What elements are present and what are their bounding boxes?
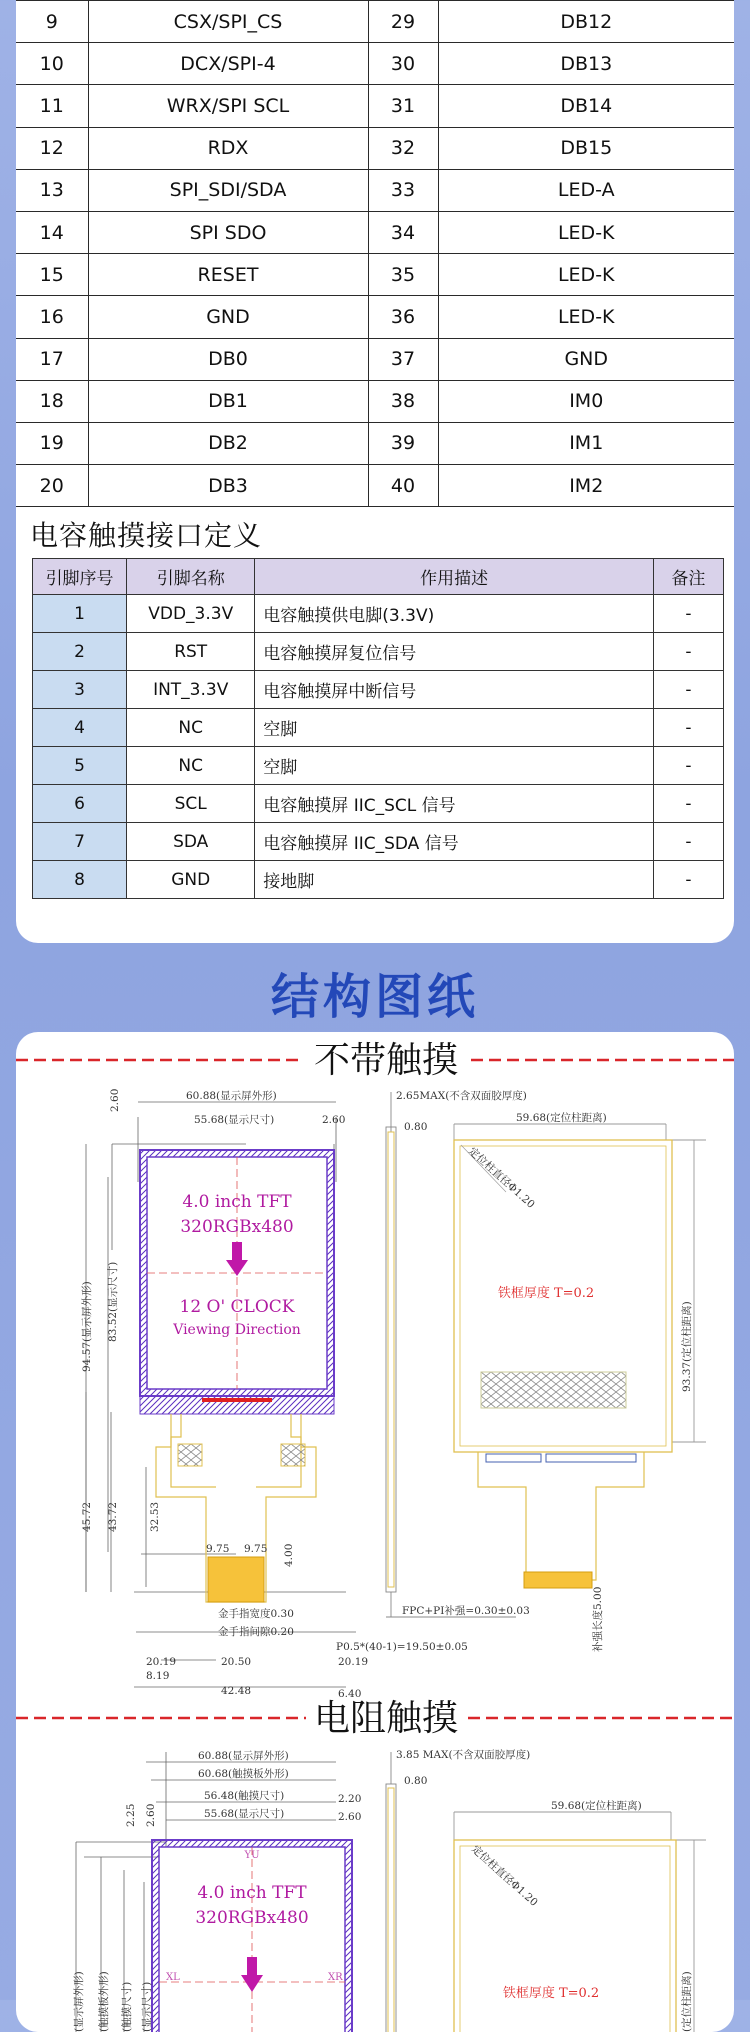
rdim-pin-distance-w: 59.68(定位柱距离) xyxy=(551,1800,642,1812)
dim-4372: 43.72 xyxy=(107,1501,119,1532)
pin-signal: DB0 xyxy=(88,338,368,380)
rdim-260: 2.60 xyxy=(145,1803,157,1827)
pin-row xyxy=(16,465,734,507)
rdim-220: 2.20 xyxy=(338,1793,362,1805)
pin-signal: GND xyxy=(88,296,368,338)
ctp-row xyxy=(33,633,724,671)
pin-row xyxy=(16,127,734,169)
drawing-title-resistive: 电阻触摸 xyxy=(313,1698,459,1739)
rdim-080: 0.80 xyxy=(404,1775,428,1787)
rdim-pin-diameter: 定位柱直径Φ1.20 xyxy=(468,1843,540,1909)
ctp-row xyxy=(33,747,724,785)
rdim-v-touch-size: (触摸尺寸) xyxy=(121,1981,133,2032)
pin-number: 20 xyxy=(16,465,88,507)
dim-stiffener-length: 补强长度5.00 xyxy=(592,1586,604,1652)
pin-number: 16 xyxy=(16,296,88,338)
dim-640: 6.40 xyxy=(338,1688,362,1700)
pin-signal: WRX/SPI SCL xyxy=(88,85,368,127)
rdim-outline-width: 60.88(显示屏外形) xyxy=(198,1750,289,1762)
pin-signal: DB14 xyxy=(438,85,734,127)
rdim-225: 2.25 xyxy=(125,1803,137,1827)
pin-number: 18 xyxy=(16,380,88,422)
resistive-screen-resolution: 320RGBx480 xyxy=(195,1908,309,1928)
pin-number: 14 xyxy=(16,211,88,253)
ctp-pin-name: SCL xyxy=(127,785,255,823)
rdim-touch-size: 56.48(触摸尺寸) xyxy=(204,1790,285,1802)
ctp-pin-note: - xyxy=(653,671,723,709)
ctp-pin-note: - xyxy=(653,785,723,823)
pin-row xyxy=(16,422,734,464)
ctp-pin-description: 电容触摸屏 IIC_SDA 信号 xyxy=(255,823,654,861)
pin-signal: RESET xyxy=(88,254,368,296)
ctp-row xyxy=(33,709,724,747)
dim-4572: 45.72 xyxy=(81,1501,93,1532)
touch-pin-yu: YU xyxy=(244,1850,260,1861)
drawing-title-no-touch: 不带触摸 xyxy=(313,1040,459,1081)
rdim-v-outline: (显示屏外形) xyxy=(73,1971,85,2032)
dim-fpc-stiff: FPC+PI补强=0.30±0.03 xyxy=(402,1605,530,1617)
dim-gold-gap: 金手指间隙0.20 xyxy=(218,1626,294,1638)
ctp-pin-number: 2 xyxy=(33,633,127,671)
frame-thickness-label: 铁框厚度 T=0.2 xyxy=(497,1286,595,1301)
ctp-row xyxy=(33,671,724,709)
ctp-pin-name: NC xyxy=(127,709,255,747)
rdim-v-touch-outline: (触摸板外形) xyxy=(98,1971,110,2032)
pin-number: 9 xyxy=(16,1,88,43)
dim-2050: 20.50 xyxy=(221,1656,252,1668)
pin-signal: DB13 xyxy=(438,43,734,85)
touch-pin-xl: XL xyxy=(166,1972,180,1983)
pin-signal: DB15 xyxy=(438,127,734,169)
pin-signal: SPI_SDI/SDA xyxy=(88,169,368,211)
ctp-pin-name: RST xyxy=(127,633,255,671)
rdim-thickness: 3.85 MAX(不含双面胶厚度) xyxy=(396,1749,531,1761)
dim-pin-diameter: 定位柱直径Φ1.20 xyxy=(465,1145,537,1211)
pin-signal: RDX xyxy=(88,127,368,169)
ctp-pin-description: 空脚 xyxy=(255,747,654,785)
pin-row xyxy=(16,43,734,85)
ctp-row xyxy=(33,823,724,861)
pin-number: 15 xyxy=(16,254,88,296)
ctp-interface-title: 电容触摸接口定义 xyxy=(30,519,263,552)
pin-signal: IM2 xyxy=(438,465,734,507)
pin-signal: LED-K xyxy=(438,296,734,338)
pin-number: 33 xyxy=(368,169,438,211)
ctp-pin-number: 8 xyxy=(33,861,127,899)
dim-975-right: 9.75 xyxy=(244,1543,268,1555)
resistive-screen-size: 4.0 inch TFT xyxy=(197,1883,307,1903)
pin-signal: DB3 xyxy=(88,465,368,507)
dim-2019-left: 20.19 xyxy=(146,1656,177,1668)
ctp-pin-note: - xyxy=(653,709,723,747)
pin-number: 37 xyxy=(368,338,438,380)
ctp-pin-name: VDD_3.3V xyxy=(127,595,255,633)
dim-975-left: 9.75 xyxy=(206,1543,230,1555)
dim-4248: 42.48 xyxy=(221,1685,252,1697)
pin-number: 13 xyxy=(16,169,88,211)
dim-pin-distance-h: 93.37(定位柱距离) xyxy=(681,1301,693,1392)
ctp-header-num: 引脚序号 xyxy=(33,559,127,595)
structural-drawing xyxy=(16,1032,734,2032)
ctp-header-name: 引脚名称 xyxy=(127,559,255,595)
ctp-pin-note: - xyxy=(653,633,723,671)
ctp-pin-number: 3 xyxy=(33,671,127,709)
pin-signal: SPI SDO xyxy=(88,211,368,253)
dim-3253: 32.53 xyxy=(149,1501,161,1532)
ctp-row xyxy=(33,595,724,633)
dim-outline-width: 60.88(显示屏外形) xyxy=(186,1090,277,1102)
dim-pin-distance-w: 59.68(定位柱距离) xyxy=(516,1112,607,1124)
pin-row xyxy=(16,169,734,211)
pin-number: 34 xyxy=(368,211,438,253)
pin-signal: IM1 xyxy=(438,422,734,464)
ctp-pin-description: 电容触摸屏复位信号 xyxy=(255,633,654,671)
rdim-v-display: (显示尺寸) xyxy=(141,1981,153,2032)
pin-signal: CSX/SPI_CS xyxy=(88,1,368,43)
dim-2019-right: 20.19 xyxy=(338,1656,369,1668)
pin-row xyxy=(16,1,734,43)
dim-pitch: P0.5*(40-1)=19.50±0.05 xyxy=(336,1641,468,1653)
pin-number: 29 xyxy=(368,1,438,43)
pin-row xyxy=(16,254,734,296)
ctp-pin-number: 1 xyxy=(33,595,127,633)
ctp-pin-number: 7 xyxy=(33,823,127,861)
pin-signal: DB12 xyxy=(438,1,734,43)
pin-row xyxy=(16,85,734,127)
pin-signal: DB2 xyxy=(88,422,368,464)
section-title-drawings: 结构图纸 xyxy=(270,969,479,1025)
ctp-pin-name: GND xyxy=(127,861,255,899)
ctp-pin-note: - xyxy=(653,747,723,785)
screen-label-clock: 12 O' CLOCK xyxy=(179,1297,295,1317)
rdim-pin-distance-h: (定位柱距离) xyxy=(681,1971,693,2032)
pin-row xyxy=(16,338,734,380)
ctp-header-desc: 作用描述 xyxy=(255,559,654,595)
ctp-row xyxy=(33,861,724,899)
ctp-header-note: 备注 xyxy=(653,559,723,595)
dim-260-top: 2.60 xyxy=(109,1088,121,1112)
pin-number: 12 xyxy=(16,127,88,169)
pin-row xyxy=(16,380,734,422)
dim-400: 4.00 xyxy=(283,1543,295,1567)
screen-label-resolution: 320RGBx480 xyxy=(180,1217,294,1237)
ctp-pin-name: NC xyxy=(127,747,255,785)
pin-signal: IM0 xyxy=(438,380,734,422)
screen-label-direction: Viewing Direction xyxy=(173,1322,301,1338)
ctp-pin-description: 电容触摸供电脚(3.3V) xyxy=(255,595,654,633)
ctp-pin-number: 6 xyxy=(33,785,127,823)
pin-number: 30 xyxy=(368,43,438,85)
touch-pin-xr: XR xyxy=(328,1972,343,1983)
pin-number: 38 xyxy=(368,380,438,422)
dim-thickness: 2.65MAX(不含双面胶厚度) xyxy=(396,1090,527,1102)
ctp-table xyxy=(32,558,724,899)
dim-080: 0.80 xyxy=(404,1121,428,1133)
ctp-pin-number: 5 xyxy=(33,747,127,785)
dim-display-height: 83.52(显示尺寸) xyxy=(107,1261,119,1342)
drawing-card xyxy=(16,1032,734,2032)
dim-260-right: 2.60 xyxy=(322,1114,346,1126)
pin-signal: DB1 xyxy=(88,380,368,422)
ctp-row xyxy=(33,785,724,823)
pin-number: 11 xyxy=(16,85,88,127)
pin-number: 32 xyxy=(368,127,438,169)
pin-number: 19 xyxy=(16,422,88,464)
ctp-pin-description: 空脚 xyxy=(255,709,654,747)
ctp-pin-name: SDA xyxy=(127,823,255,861)
pin-table xyxy=(16,0,734,507)
pin-number: 31 xyxy=(368,85,438,127)
ctp-pin-description: 接地脚 xyxy=(255,861,654,899)
pin-number: 35 xyxy=(368,254,438,296)
ctp-pin-note: - xyxy=(653,595,723,633)
dim-outline-height: 94.57(显示屏外形) xyxy=(81,1281,93,1372)
rdim-touch-outline: 60.68(触摸板外形) xyxy=(198,1768,289,1780)
pin-number: 10 xyxy=(16,43,88,85)
pin-signal: DCX/SPI-4 xyxy=(88,43,368,85)
ctp-pin-description: 电容触摸屏中断信号 xyxy=(255,671,654,709)
resistive-frame-thickness: 铁框厚度 T=0.2 xyxy=(502,1986,600,2001)
pin-signal: LED-K xyxy=(438,211,734,253)
pin-number: 39 xyxy=(368,422,438,464)
pin-number: 40 xyxy=(368,465,438,507)
dim-gold-width: 金手指宽度0.30 xyxy=(218,1608,294,1620)
pin-signal: LED-K xyxy=(438,254,734,296)
pin-signal: GND xyxy=(438,338,734,380)
ctp-pin-description: 电容触摸屏 IIC_SCL 信号 xyxy=(255,785,654,823)
pin-number: 17 xyxy=(16,338,88,380)
pin-number: 36 xyxy=(368,296,438,338)
ctp-pin-number: 4 xyxy=(33,709,127,747)
pin-row xyxy=(16,296,734,338)
ctp-pin-note: - xyxy=(653,861,723,899)
rdim-260-right: 2.60 xyxy=(338,1811,362,1823)
dim-display-width: 55.68(显示尺寸) xyxy=(194,1114,275,1126)
pin-row xyxy=(16,211,734,253)
dim-819: 8.19 xyxy=(146,1670,170,1682)
pin-signal: LED-A xyxy=(438,169,734,211)
pin-definition-card xyxy=(16,0,734,943)
screen-label-size: 4.0 inch TFT xyxy=(182,1192,292,1212)
ctp-pin-note: - xyxy=(653,823,723,861)
ctp-pin-name: INT_3.3V xyxy=(127,671,255,709)
rdim-display-width: 55.68(显示尺寸) xyxy=(204,1808,285,1820)
